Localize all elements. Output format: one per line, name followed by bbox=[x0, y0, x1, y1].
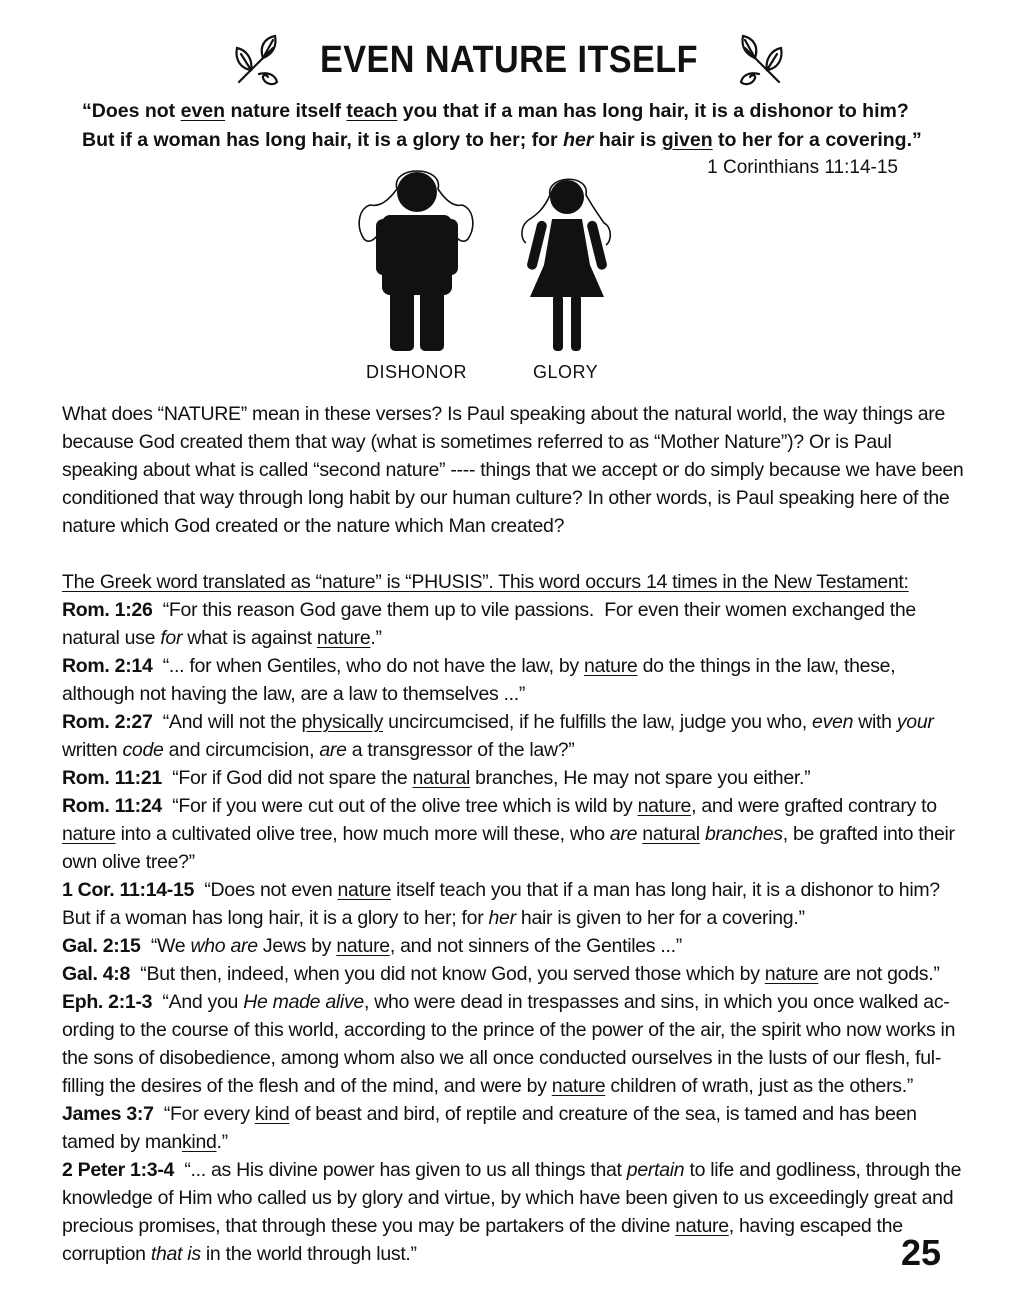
quote-line-1: “Does not even nature itself teach you that if a man has long hair, it is a dishonor to him? bbox=[82, 100, 909, 122]
verse-item: Rom. 11:24 “For if you were cut out of the olive tree which is wild by nature, and were grafted contrary to nature into a cultivated olive tree, how much more will these, who are natural branches, be grafted into their own olive tree?” bbox=[62, 795, 955, 873]
long-hair-man-figure bbox=[359, 171, 473, 351]
greek-intro: The Greek word translated as “nature” is “PHUSIS”. This word occurs 14 times in the New Testament: bbox=[62, 571, 909, 593]
page-header bbox=[0, 30, 1017, 90]
leaf-sprig-icon bbox=[733, 32, 789, 88]
quote-reference: 1 Corinthians 11:14-15 bbox=[707, 157, 898, 178]
verse-item: 1 Cor. 11:14-15 “Does not even nature itself teach you that if a man has long hair, it is a dishonor to him? But if a woman has long hair, it is a glory to her; for her hair is given to her for a covering.” bbox=[62, 879, 940, 929]
verse-item: James 3:7 “For every kind of beast and bird, of reptile and creature of the sea, is tamed and has been tamed by mankind.” bbox=[62, 1103, 917, 1153]
quote-line-2: But if a woman has long hair, it is a glory to her; for her hair is given to her for a covering.” bbox=[82, 129, 922, 151]
verse-item: Rom. 1:26 “For this reason God gave them up to vile passions. For even their women exchanged the natural use for what is against nature.” bbox=[62, 599, 916, 649]
greek-word-section bbox=[62, 568, 972, 1268]
leaf-sprig-icon bbox=[229, 32, 285, 88]
verse-item: Rom. 11:21 “For if God did not spare the natural branches, He may not spare you either.” bbox=[62, 767, 811, 789]
page-number: 25 bbox=[900, 1232, 941, 1273]
dishonor-label: DISHONOR bbox=[366, 362, 468, 382]
intro-paragraph: What does “NATURE” mean in these verses? Is Paul speaking about the natural world, the way things are because God created them that way (what is sometimes referred to as “Mother Nature”)? Or is Paul speaking about what is called “second nature” ---- things that we accept or do simply because we have been conditioned that way through long habit by our human culture? In other words, is Paul speaking here of the nature which God created or the nature which Man created? bbox=[62, 403, 964, 537]
verse-item: Rom. 2:14 “... for when Gentiles, who do not have the law, by nature do the things in the law, these, although not having the law, are a law to themselves ...” bbox=[62, 655, 896, 705]
verse-item: 2 Peter 1:3-4 “... as His divine power has given to us all things that pertain to life and godliness, through the knowledge of Him who called us by glory and virtue, by which have been given to us exceedingly great and precious promises, that through these you may be partakers of the divine nature, having escaped the corruption that is in the world through lust.” bbox=[62, 1159, 962, 1265]
verse-item: Gal. 4:8 “But then, indeed, when you did not know God, you served those which by nature are not gods.” bbox=[62, 963, 940, 985]
verse-item: Eph. 2:1-3 “And you He made alive, who were dead in trespasses and sins, in which you once walked ac-ording to the course of this world, according to the prince of the power of the air, the spirit who now works in the sons of disobedience, among whom also we all once conducted ourselves in the lusts of our flesh, ful-filling the desires of the flesh and of the mind, and were by nature children of wrath, just as the others.” bbox=[62, 991, 956, 1097]
long-hair-woman-figure bbox=[522, 179, 610, 351]
verse-item: Gal. 2:15 “We who are Jews by nature, and not sinners of the Gentiles ...” bbox=[62, 935, 682, 957]
verse-item: Rom. 2:27 “And will not the physically uncircumcised, if he fulfills the law, judge you who, even with your written code and circumcision, are a transgressor of the law?” bbox=[62, 711, 934, 761]
page-title: EVEN NATURE ITSELF bbox=[319, 38, 698, 81]
figures-illustration bbox=[350, 165, 630, 385]
glory-label: GLORY bbox=[533, 362, 599, 382]
